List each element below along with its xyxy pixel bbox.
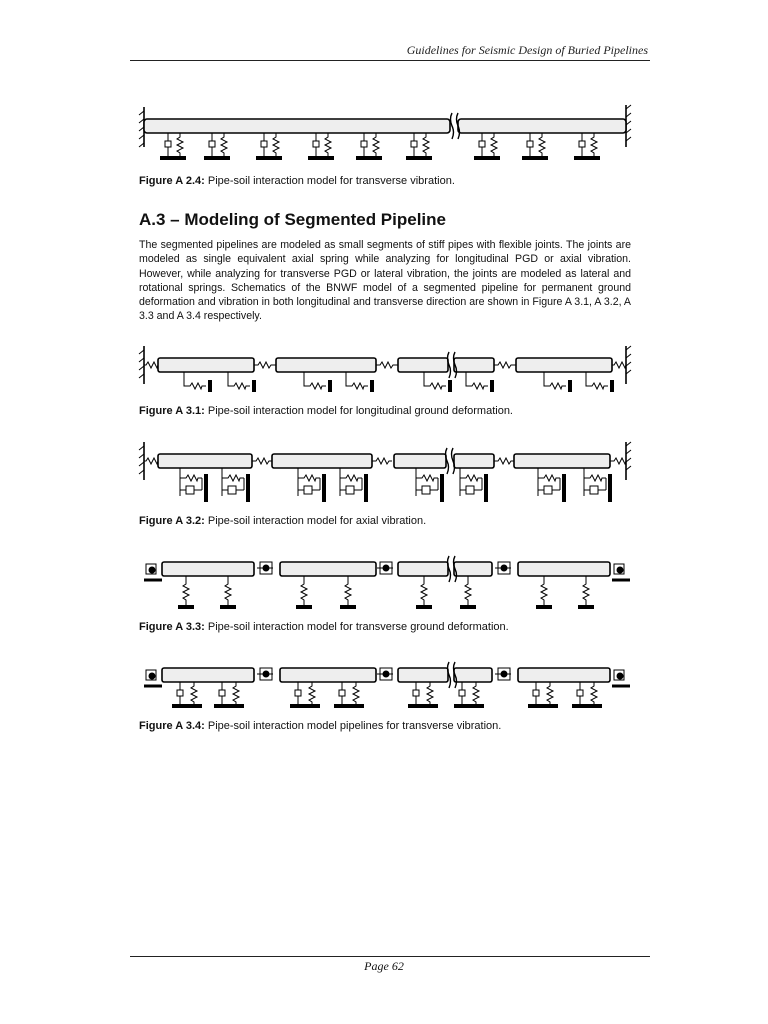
figure-a2-4-diagram <box>136 103 636 173</box>
footer-rule <box>130 956 650 957</box>
figure-caption-a3-4: Figure A 3.4: Pipe-soil interaction model pipelines for transverse vibration. <box>139 720 502 732</box>
figure-caption-a3-2: Figure A 3.2: Pipe-soil interaction model for axial vibration. <box>139 515 427 527</box>
section-paragraph: The segmented pipelines are modeled as small segments of stiff pipes with flexible joints. The joints are modeled as single equivalent axial spring while analyzing for longitudinal PGD or axial vibration. However, while analyzing for transverse PGD or lateral vibration, the joints are modeled as lateral and rotational springs. Schematics of the BNWF model of a segmented pipeline for permanent ground deformation and vibration in both longitudinal and transverse direction are shown in Figure A 3.1, A 3.2, A 3.3 and A 3.4 respectively. <box>139 239 631 323</box>
figure-a3-3-diagram <box>136 552 636 614</box>
header-rule <box>130 60 650 61</box>
figure-caption-a3-1: Figure A 3.1: Pipe-soil interaction model for longitudinal ground deformation. <box>139 405 513 417</box>
section-heading: A.3 – Modeling of Segmented Pipeline <box>139 210 446 229</box>
running-header: Guidelines for Seismic Design of Buried Pipelines <box>406 43 648 57</box>
figure-caption-a2-4: Figure A 2.4: Pipe-soil interaction model for transverse vibration. <box>139 175 455 187</box>
figure-a3-1-diagram <box>136 344 636 398</box>
figure-caption-a3-3: Figure A 3.3: Pipe-soil interaction model for transverse ground deformation. <box>139 621 509 633</box>
figure-a3-4-diagram <box>136 658 636 716</box>
page-number: Page 62 <box>364 959 404 973</box>
figure-a3-2-diagram <box>136 440 636 510</box>
